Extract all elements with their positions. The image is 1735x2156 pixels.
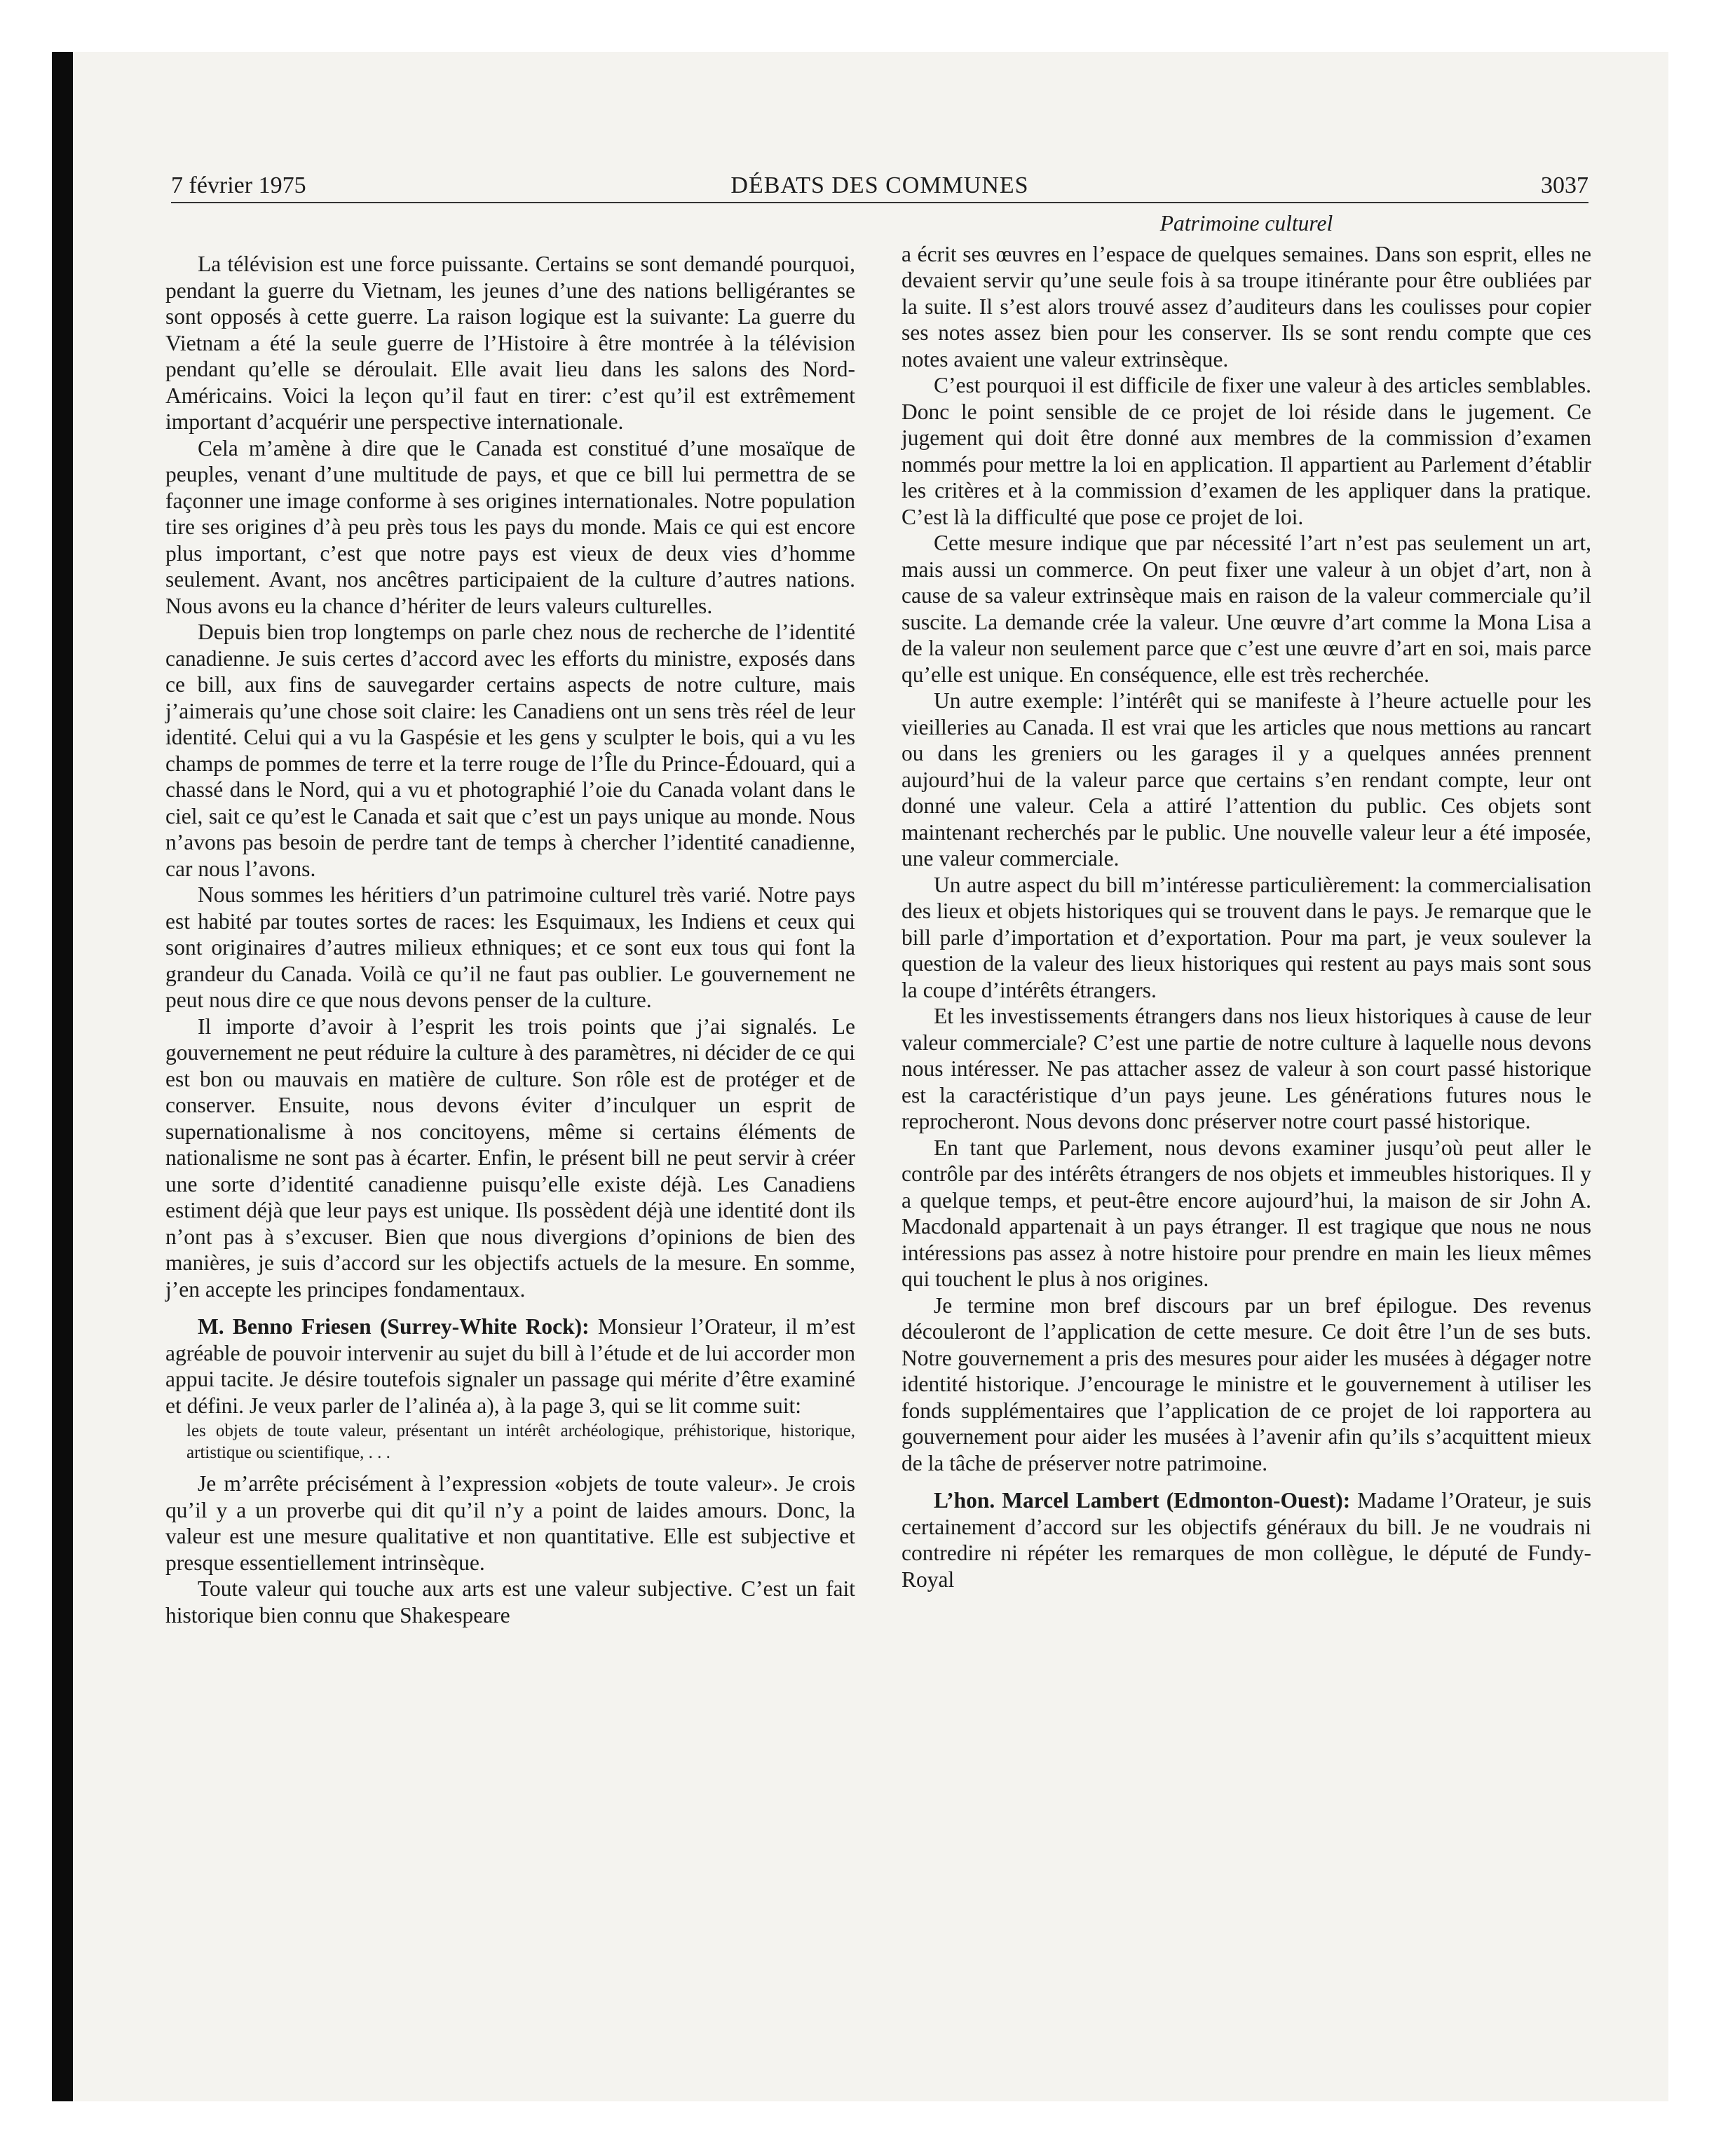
paragraph: Je m’arrête précisément à l’expression «objets de toute valeur». Je crois qu’il y a un proverbe qui dit qu’il n’y a point de laides amours. Donc, la valeur est une mesure qualitative et non quantitative. Elle est subjective et presque essentiellement intrinsèque. (165, 1471, 855, 1575)
header-date: 7 février 1975 (171, 172, 306, 198)
right-column (901, 210, 1591, 1592)
speech-text: Madame l’Orateur, je suis certainement d’accord sur les objectifs généraux du bill. Je ne voudrais ni contredire ni répéter les remarques de mon collègue, le député de Fundy-Royal (901, 1488, 1591, 1592)
paragraph: Je termine mon bref discours par un bref épilogue. Des revenus découleront de l’application de cette mesure. Ce doit être l’un de ses buts. Notre gouvernement a pris des mesures pour aider les musées à dégager notre identité historique. J’encourage le ministre et le gouvernement à utiliser les fonds supplémentaires que l’application de ce projet de loi rapportera au gouvernement pour aider les musées à l’avenir afin qu’ils s’acquittent mieux de la tâche de préserver notre patrimoine. (901, 1292, 1591, 1475)
paragraph: C’est pourquoi il est difficile de fixer une valeur à des articles semblables. Donc le point sensible de ce projet de loi réside dans le jugement. Ce jugement qui doit être donné aux membres de la commission d’examen nommés pour mettre la loi en application. Il appartient au Parlement d’établir les critères et à la commission d’examen de les appliquer dans la pratique. C’est là la difficulté que pose ce projet de loi. (901, 373, 1591, 529)
speech-text: Monsieur l’Orateur, il m’est agréable de pouvoir intervenir au sujet du bill à l’étude et de lui accorder mon appui tacite. Je désire toutefois signaler un passage qui mérite d’être examiné et défini. Je veux parler de l’alinéa a), à la page 3, qui se lit comme suit: (165, 1314, 855, 1418)
paragraph: Cette mesure indique que par nécessité l’art n’est pas seulement un art, mais aussi un commerce. On peut fixer une valeur à un objet d’art, non à cause de sa valeur extrinsèque mais en raison de la valeur commerciale qu’il suscite. La demande crée la valeur. Une œuvre d’art comme la Mona Lisa a de la valeur non seulement parce que c’est une œuvre d’art en soi, mais parce qu’elle est unique. En conséquence, elle est très recherchée. (901, 531, 1591, 687)
page-header (171, 163, 1588, 203)
paragraph: Un autre aspect du bill m’intéresse particulièrement: la commercialisation des lieux et objets historiques qui se trouvent dans le pays. Je remarque que le bill parle d’importation et d’exportation. Pour ma part, je veux soulever la question de la valeur des lieux historiques qui restent au pays mais sont sous la coupe d’intérêts étrangers. (901, 872, 1591, 1002)
paragraph: Il importe d’avoir à l’esprit les trois points que j’ai signalés. Le gouvernement ne peut réduire la culture à des paramètres, ni décider de ce qui est bon ou mauvais en matière de culture. Son rôle est de protéger et de conserver. Ensuite, nous devons éviter d’inculquer un esprit de supernationalisme à nos concitoyens, même si certains éléments de nationalisme ne sont pas à écarter. Enfin, le présent bill ne peut servir à créer une sorte d’identité canadienne puisqu’elle existe déjà. Les Canadiens estiment déjà que leur pays est unique. Ils possèdent déjà une identité dont ils n’ont pas à s’excuser. Bien que nous divergions d’opinions de bien des manières, je suis d’accord sur les objectifs actuels de la mesure. En somme, j’en accepte les principes fondamentaux. (165, 1014, 855, 1302)
speech-paragraph (901, 1487, 1591, 1592)
paragraph: Toute valeur qui touche aux arts est une valeur subjective. C’est un fait historique bien connu que Shakespeare (165, 1576, 855, 1628)
paragraph: Depuis bien trop longtemps on parle chez nous de recherche de l’identité canadienne. Je suis certes d’accord avec les efforts du ministre, exposés dans ce bill, aux fins de sauvegarder certains aspects de notre culture, mais j’aimerais qu’une chose soit claire: les Canadiens ont un sens très réel de leur identité. Celui qui a vu la Gaspésie et les gens y sculpter le bois, qui a vu les champs de pommes de terre et la terre rouge de l’Île du Prince-Édouard, qui a chassé dans le Nord, qui a vu et photographié l’oie du Canada volant dans le ciel, sait ce qu’est le Canada et sait que c’est un pays unique au monde. Nous n’avons pas besoin de perdre tant de temps à chercher l’identité canadienne, car nous l’avons. (165, 620, 855, 881)
block-quote: les objets de toute valeur, présentant un intérêt archéologique, préhistorique, historique, artistique ou scientifique, . . . (186, 1421, 855, 1462)
left-column (165, 251, 855, 1628)
binding-edge (52, 52, 73, 2101)
paragraph: a écrit ses œuvres en l’espace de quelques semaines. Dans son esprit, elles ne devaient servir qu’une seule fois à sa troupe itinérante pour être oubliées par la suite. Il s’est alors trouvé assez d’auditeurs dans les coulisses pour copier ses notes assez bien pour les conserver. Ils se sont rendu compte que ces notes avaient une valeur extrinsèque. (901, 241, 1591, 371)
header-title: DÉBATS DES COMMUNES (730, 172, 1029, 198)
speaker-name: L’hon. Marcel Lambert (Edmonton-Ouest): (934, 1488, 1351, 1513)
paragraph: Nous sommes les héritiers d’un patrimoine culturel très varié. Notre pays est habité par toutes sortes de races: les Esquimaux, les Indiens et ceux qui sont originaires d’autres milieux ethniques; et ce sont eux tous qui font la grandeur du Canada. Voilà ce qu’il ne faut pas oublier. Le gouvernement ne peut nous dire ce que nous devons penser de la culture. (165, 882, 855, 1012)
paragraph: Un autre exemple: l’intérêt qui se manifeste à l’heure actuelle pour les vieilleries au Canada. Il est vrai que les articles que nous mettions au rancart ou dans les greniers ou les garages il y a quelques années prennent aujourd’hui de la valeur parce que certains s’en rendant compte, leur ont donné une valeur. Cela a attiré l’attention du public. Ces objets sont maintenant recherchés par le public. Une nouvelle valeur leur a été imposée, une valeur commerciale. (901, 688, 1591, 871)
speech-paragraph (165, 1314, 855, 1419)
paragraph: Et les investissements étrangers dans nos lieux historiques à cause de leur valeur commerciale? C’est une partie de notre culture à laquelle nous devons nous intéresser. Ne pas attacher assez de valeur à son court passé historique est la caractéristique d’un pays jeune. Les générations futures nous le reprocheront. Nous devons donc préserver notre court passé historique. (901, 1004, 1591, 1133)
header-page-number: 3037 (1541, 172, 1588, 198)
paragraph: En tant que Parlement, nous devons examiner jusqu’où peut aller le contrôle par des intérêts étrangers de nos objets et immeubles historiques. Il y a quelque temps, et peut-être encore aujourd’hui, la maison de sir John A. Macdonald appartenait à un pays étranger. Il est tragique que nous ne nous intéressions pas assez à notre histoire pour prendre en main les lieux mêmes qui touchent le plus à nos origines. (901, 1135, 1591, 1291)
paragraph: La télévision est une force puissante. Certains se sont demandé pourquoi, pendant la guerre du Vietnam, les jeunes d’une des nations belligérantes se sont opposés à cette guerre. La raison logique est la suivante: La guerre du Vietnam a été la seule guerre de l’Histoire à être montrée à la télévision pendant qu’elle se déroulait. Elle avait lieu dans les salons des Nord-Américains. Voici la leçon qu’il faut en tirer: c’est qu’il est extrêmement important d’acquérir une perspective internationale. (165, 252, 855, 434)
paragraph: Cela m’amène à dire que le Canada est constitué d’une mosaïque de peuples, venant d’une multitude de pays, et que ce bill lui permettra de se façonner une image conforme à ses origines internationales. Notre population tire ses origines d’à peu près tous les pays du monde. Mais ce qui est encore plus important, c’est que notre pays est vieux de deux vies d’homme seulement. Avant, nos ancêtres participaient de la culture d’autres nations. Nous avons eu la chance d’hériter de leurs valeurs culturelles. (165, 435, 855, 618)
section-title: Patrimoine culturel (1159, 211, 1333, 236)
speaker-name: M. Benno Friesen (Surrey-White Rock): (198, 1314, 590, 1339)
